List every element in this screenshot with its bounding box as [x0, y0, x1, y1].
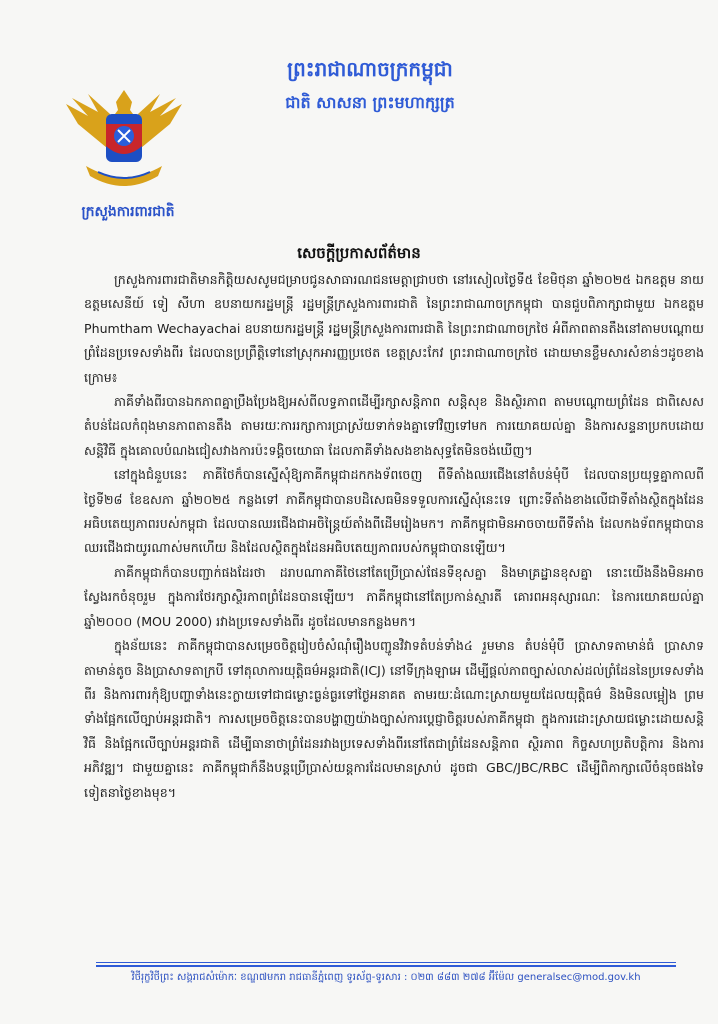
paragraph-intro: ក្រសួងការពារជាតិមានកិត្តិយសសូមជម្រាបជូនសាធារណជនមេត្តាជ្រាបថា នៅរសៀលថ្ងៃទី៥ ខែមិថុនា ឆ្នាំ២០២៥ ឯកឧត្តម នាយឧត្តមសេនីយ៍ ទៀ សីហា ឧបនាយករដ្ឋមន្ត្រី រដ្ឋមន្ត្រីក្រសួងការពារជាតិ នៃព្រះរាជាណាចក្រកម្ពុជា បានជួបពិភាក្សាជាមួយ ឯកឧត្តម Phumtham Wechayachai ឧបនាយករដ្ឋមន្ត្រី រដ្ឋមន្ត្រីក្រសួងការពារជាតិ នៃព្រះរាជាណាចក្រថៃ អំពីភាពតានតឹងនៅតាមបណ្តោយព្រំដែនប្រទេសទាំងពីរ ដែលបានប្រព្រឹត្តិទៅនៅស្រុកអារញ្ញប្រថេត ខេត្តស្រះកែវ ព្រះរាជាណាចក្រថៃ ដោយមានខ្លឹមសារសំខាន់ៗដូចខាងក្រោម៖ — [84, 272, 704, 385]
footer-divider — [96, 962, 676, 963]
paragraph-troop-request: នៅក្នុងជំនួបនេះ ភាគីថៃក៏បានស្នើសុំឱ្យភាគីកម្ពុជាដកកងទ័ពចេញ ពីទីតាំងឈរជើងនៅតំបន់មុំបី ដែលបានប្រយុទ្ធគ្នាកាលពីថ្ងៃទី២៨ ខែឧសភា ឆ្នាំ២០២៥ កន្លងទៅ ភាគីកម្ពុជាបានបដិសេធមិនទទួលការស្នើសុំនេះទេ ព្រោះទីតាំងខាងលើជាទីតាំងស្ថិតក្នុងដែនអធិបតេយ្យភាពរបស់កម្ពុជា ដែលបានឈរជើងជាអចិន្ត្រៃយ៍តាំងពីដើមរៀងមក។ ភាគីកម្ពុជាមិនអាចចាយពីទីតាំង ដែលកងទ័ពកម្ពុជាបានឈរជើងជាយូរណាស់មកហើយ និងដែលស្ថិតក្នុងដែនអធិបតេយ្យភាពរបស់កម្ពុជាបានឡើយ។ — [84, 467, 704, 556]
footer-address: វិថីរុក្ខវិថីព្រះ សង្គរាជសំម៉ោកៈ ខណ្ឌ៧មករា រាជធានីភ្នំពេញ ទូរស័ព្ទ-ទូរសារ : ០២៣ ៨៨៣ ២៧៨ អ៊ីម៉ែល generalsec@mod.gov.kh — [131, 972, 641, 983]
paragraph-icj: ក្នុងន័យនេះ ភាគីកម្ពុជាបានសម្រេចចិត្តរៀបចំសំណុំរឿងបញ្ជូនវិវាទតំបន់ទាំង៤ រួមមាន តំបន់មុំបី ប្រាសាទតាមាន់ធំ ប្រាសាទតាមាន់តូច និងប្រាសាទតាក្របី ទៅតុលាការយុត្តិធម៌អន្តរជាតិ(ICJ) នៅទីក្រុងឡាអេ ដើម្បីផ្តល់ភាពច្បាស់លាស់ដល់ព្រំដែននៃប្រទេសទាំងពីរ និងការពារកុំឱ្យបញ្ហាទាំងនេះក្លាយទៅជាជម្លោះធ្ងន់ធ្ងរទៅថ្ងៃអនាគត តាមរយៈដំណោះស្រាយមួយដែលយុត្តិធម៌ និងមិនលម្អៀង ព្រមទាំងផ្អែកលើច្បាប់អន្តរជាតិ។ ការសម្រេចចិត្តនេះបានបង្ហាញយ៉ាងច្បាស់ការប្តេជ្ញាចិត្តរបស់ភាគីកម្ពុជា ក្នុងការដោះស្រាយជម្លោះដោយសន្តិវិធី និងផ្អែកលើច្បាប់អន្តរជាតិ ដើម្បីធានាថាព្រំដែនរវាងប្រទេសទាំងពីរនៅតែជាព្រំដែនសន្តិភាព ស្ថិរភាព កិច្ចសហប្រតិបត្តិការ និងការអភិវឌ្ឍ។ ជាមួយគ្នានេះ ភាគីកម្ពុជាក៏នឹងបន្តប្រើប្រាស់យន្តការដែលមានស្រាប់ ដូចជា GBC/JBC/RBC ដើម្បីពិភាក្សាលើចំនុចផងទៃទៀតនាថ្ងៃខាងមុខ។ — [84, 638, 704, 800]
kingdom-heading: ព្រះរាជាណាចក្រកម្ពុជា — [287, 57, 453, 81]
paragraph-maps-mou: ភាគីកម្ពុជាក៏បានបញ្ជាក់ផងដែរថា ដរាបណាភាគីថៃនៅតែប្រើប្រាស់ផែនទីខុសគ្នា និងមាគ្រដ្ឋានខុសគ្នា នោះយើងនឹងមិនអាចស្វែងរកចំនុចរួម ក្នុងការថែរក្សាស្ថិរភាពព្រំដែនបានឡើយ។ ភាគីកម្ពុជានៅតែប្រកាន់ស្មារតី គោរពអនុស្សារណៈ នៃការយោគយល់គ្នាឆ្នាំ២០០០ (MOU 2000) រវាងប្រទេសទាំងពីរ ដូចដែលមានកន្លងមក។ — [84, 564, 704, 629]
ministry-name: ក្រសួងការពារជាតិ — [81, 204, 175, 220]
document-title: សេចក្តីប្រកាសព័ត៌មាន — [297, 244, 421, 262]
paragraph-agreement: ភាគីទាំងពីរបានឯកភាពគ្នាប្រឹងប្រែងឱ្យអស់ពីលទ្ធភាពដើម្បីរក្សាសន្តិភាព សន្តិសុខ និងស្ថិរភាព តាមបណ្តោយព្រំដែន ជាពិសេសតំបន់ដែលកំពុងមានភាពតានតឹង តាមរយៈការរក្សាការប្រាស្រ័យទាក់ទងគ្នាទៅវិញទៅមក ការយោគយល់គ្នា និងការសន្ទនាប្រកបដោយសន្តិវិធី ក្នុងគោលបំណងជៀសវាងការប៉ះទង្គិចយោធា ដែលភាគីទាំងសងខាងសុទ្ធតែមិនចង់ឃើញ។ — [84, 394, 704, 458]
national-motto: ជាតិ សាសនា ព្រះមហាក្សត្រ — [285, 93, 455, 112]
footer-divider-thick — [96, 965, 676, 967]
document-body — [84, 268, 704, 805]
ministry-emblem-icon — [58, 84, 190, 196]
